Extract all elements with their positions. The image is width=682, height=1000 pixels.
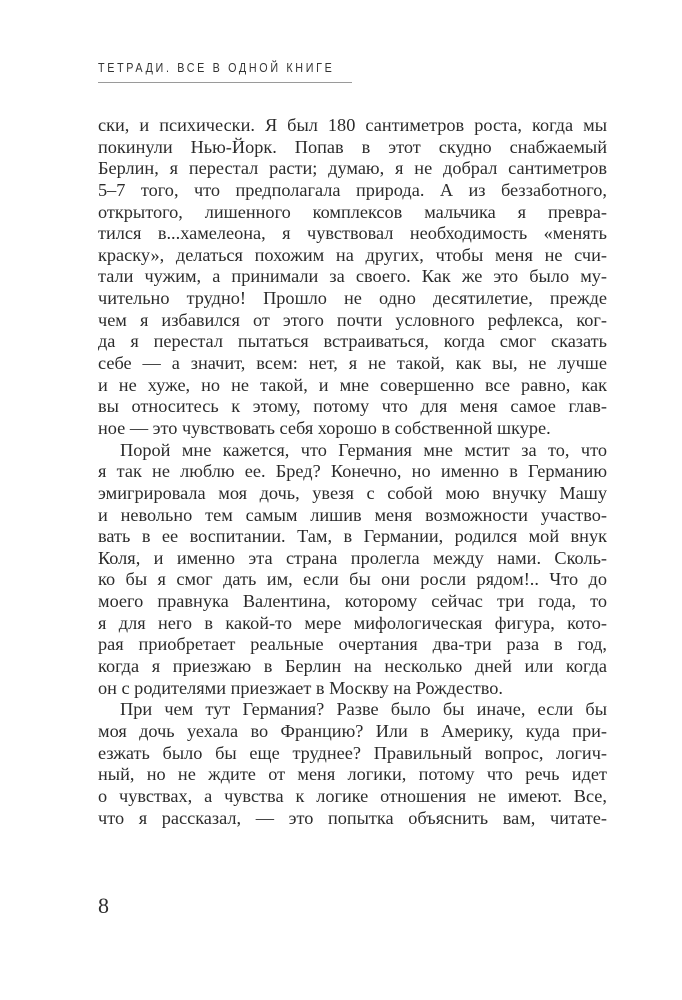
page-number: 8	[98, 893, 109, 918]
text-line: открытого, лишенного комплексов мальчика я превра-	[98, 201, 607, 222]
text-line: рая приобретает реальные очертания два-три раза в год,	[98, 634, 607, 655]
text-line: чем я избавился от этого почти условного рефлекса, ког-	[98, 309, 607, 330]
text-line: тился в...хамелеона, я чувствовал необходимость «менять	[98, 223, 607, 244]
text-line: моего правнука Валентина, которому сейчас три года, то	[98, 591, 607, 612]
text-line: когда я приезжаю в Берлин на несколько дней или когда	[98, 656, 607, 677]
text-line: ный, но не ждите от меня логики, потому что речь идет	[98, 764, 607, 785]
text-line: езжать было бы еще труднее? Правильный вопрос, логич-	[98, 742, 607, 763]
text-line: ски, и психически. Я был 180 сантиметров роста, когда мы	[98, 115, 607, 135]
text-line: Берлин, я перестал расти; думаю, я не добрал сантиметров	[98, 158, 607, 179]
paragraph	[98, 699, 607, 829]
text-line: о чувствах, а чувства к логике отношения не имеют. Все,	[98, 785, 607, 806]
text-line: вать в ее воспитании. Там, в Германии, родился мой внук	[98, 526, 607, 547]
text-line: я так не люблю ее. Бред? Конечно, но именно в Германию	[98, 461, 607, 482]
text-line: вы относитесь к этому, потому что для меня самое глав-	[98, 396, 607, 417]
text-line: чительно трудно! Прошло не одно десятилетие, прежде	[98, 288, 607, 309]
text-line: 5–7 того, что предполагала природа. А из беззаботного,	[98, 179, 607, 200]
text-line: да я перестал пытаться встраиваться, когда смог сказать	[98, 331, 607, 352]
text-line: и невольно тем самым лишив меня возможности участво-	[98, 504, 607, 525]
body-text	[98, 115, 607, 829]
text-line: и не хуже, но не такой, и мне совершенно все равно, как	[98, 374, 607, 395]
paragraph	[98, 115, 607, 440]
header-rule	[98, 82, 352, 83]
running-title: ТЕТРАДИ. ВСЕ В ОДНОЙ КНИГЕ	[98, 61, 335, 75]
text-line: он с родителями приезжает в Москву на Рождество.	[98, 677, 503, 698]
text-line: При чем тут Германия? Разве было бы иначе, если бы	[120, 699, 607, 720]
text-line: тали чужим, а принимали за своего. Как же это было му-	[98, 266, 607, 287]
text-line: я для него в какой-то мере мифологическая фигура, кото-	[98, 612, 607, 633]
text-line: краску», делаться похожим на других, чтобы меня не счи-	[98, 244, 607, 265]
text-line: ное — это чувствовать себя хорошо в собственной шкуре.	[98, 417, 551, 438]
text-line: что я рассказал, — это попытка объяснить вам, читате-	[98, 807, 607, 828]
text-line: Порой мне кажется, что Германия мне мстит за то, что	[120, 439, 607, 460]
text-line: ко бы я смог дать им, если бы они росли рядом!.. Что до	[98, 569, 607, 590]
text-line: Коля, и именно эта страна пролегла между нами. Сколь-	[98, 547, 607, 568]
text-line: моя дочь уехала во Францию? Или в Америку, куда при-	[98, 720, 607, 741]
paragraph	[98, 440, 607, 700]
text-line: покинули Нью-Йорк. Попав в этот скудно снабжаемый	[98, 136, 607, 157]
text-line: эмигрировала моя дочь, увезя с собой мою внучку Машу	[98, 482, 607, 503]
text-line: себе — а значит, всем: нет, я не такой, как вы, не лучше	[98, 353, 607, 374]
